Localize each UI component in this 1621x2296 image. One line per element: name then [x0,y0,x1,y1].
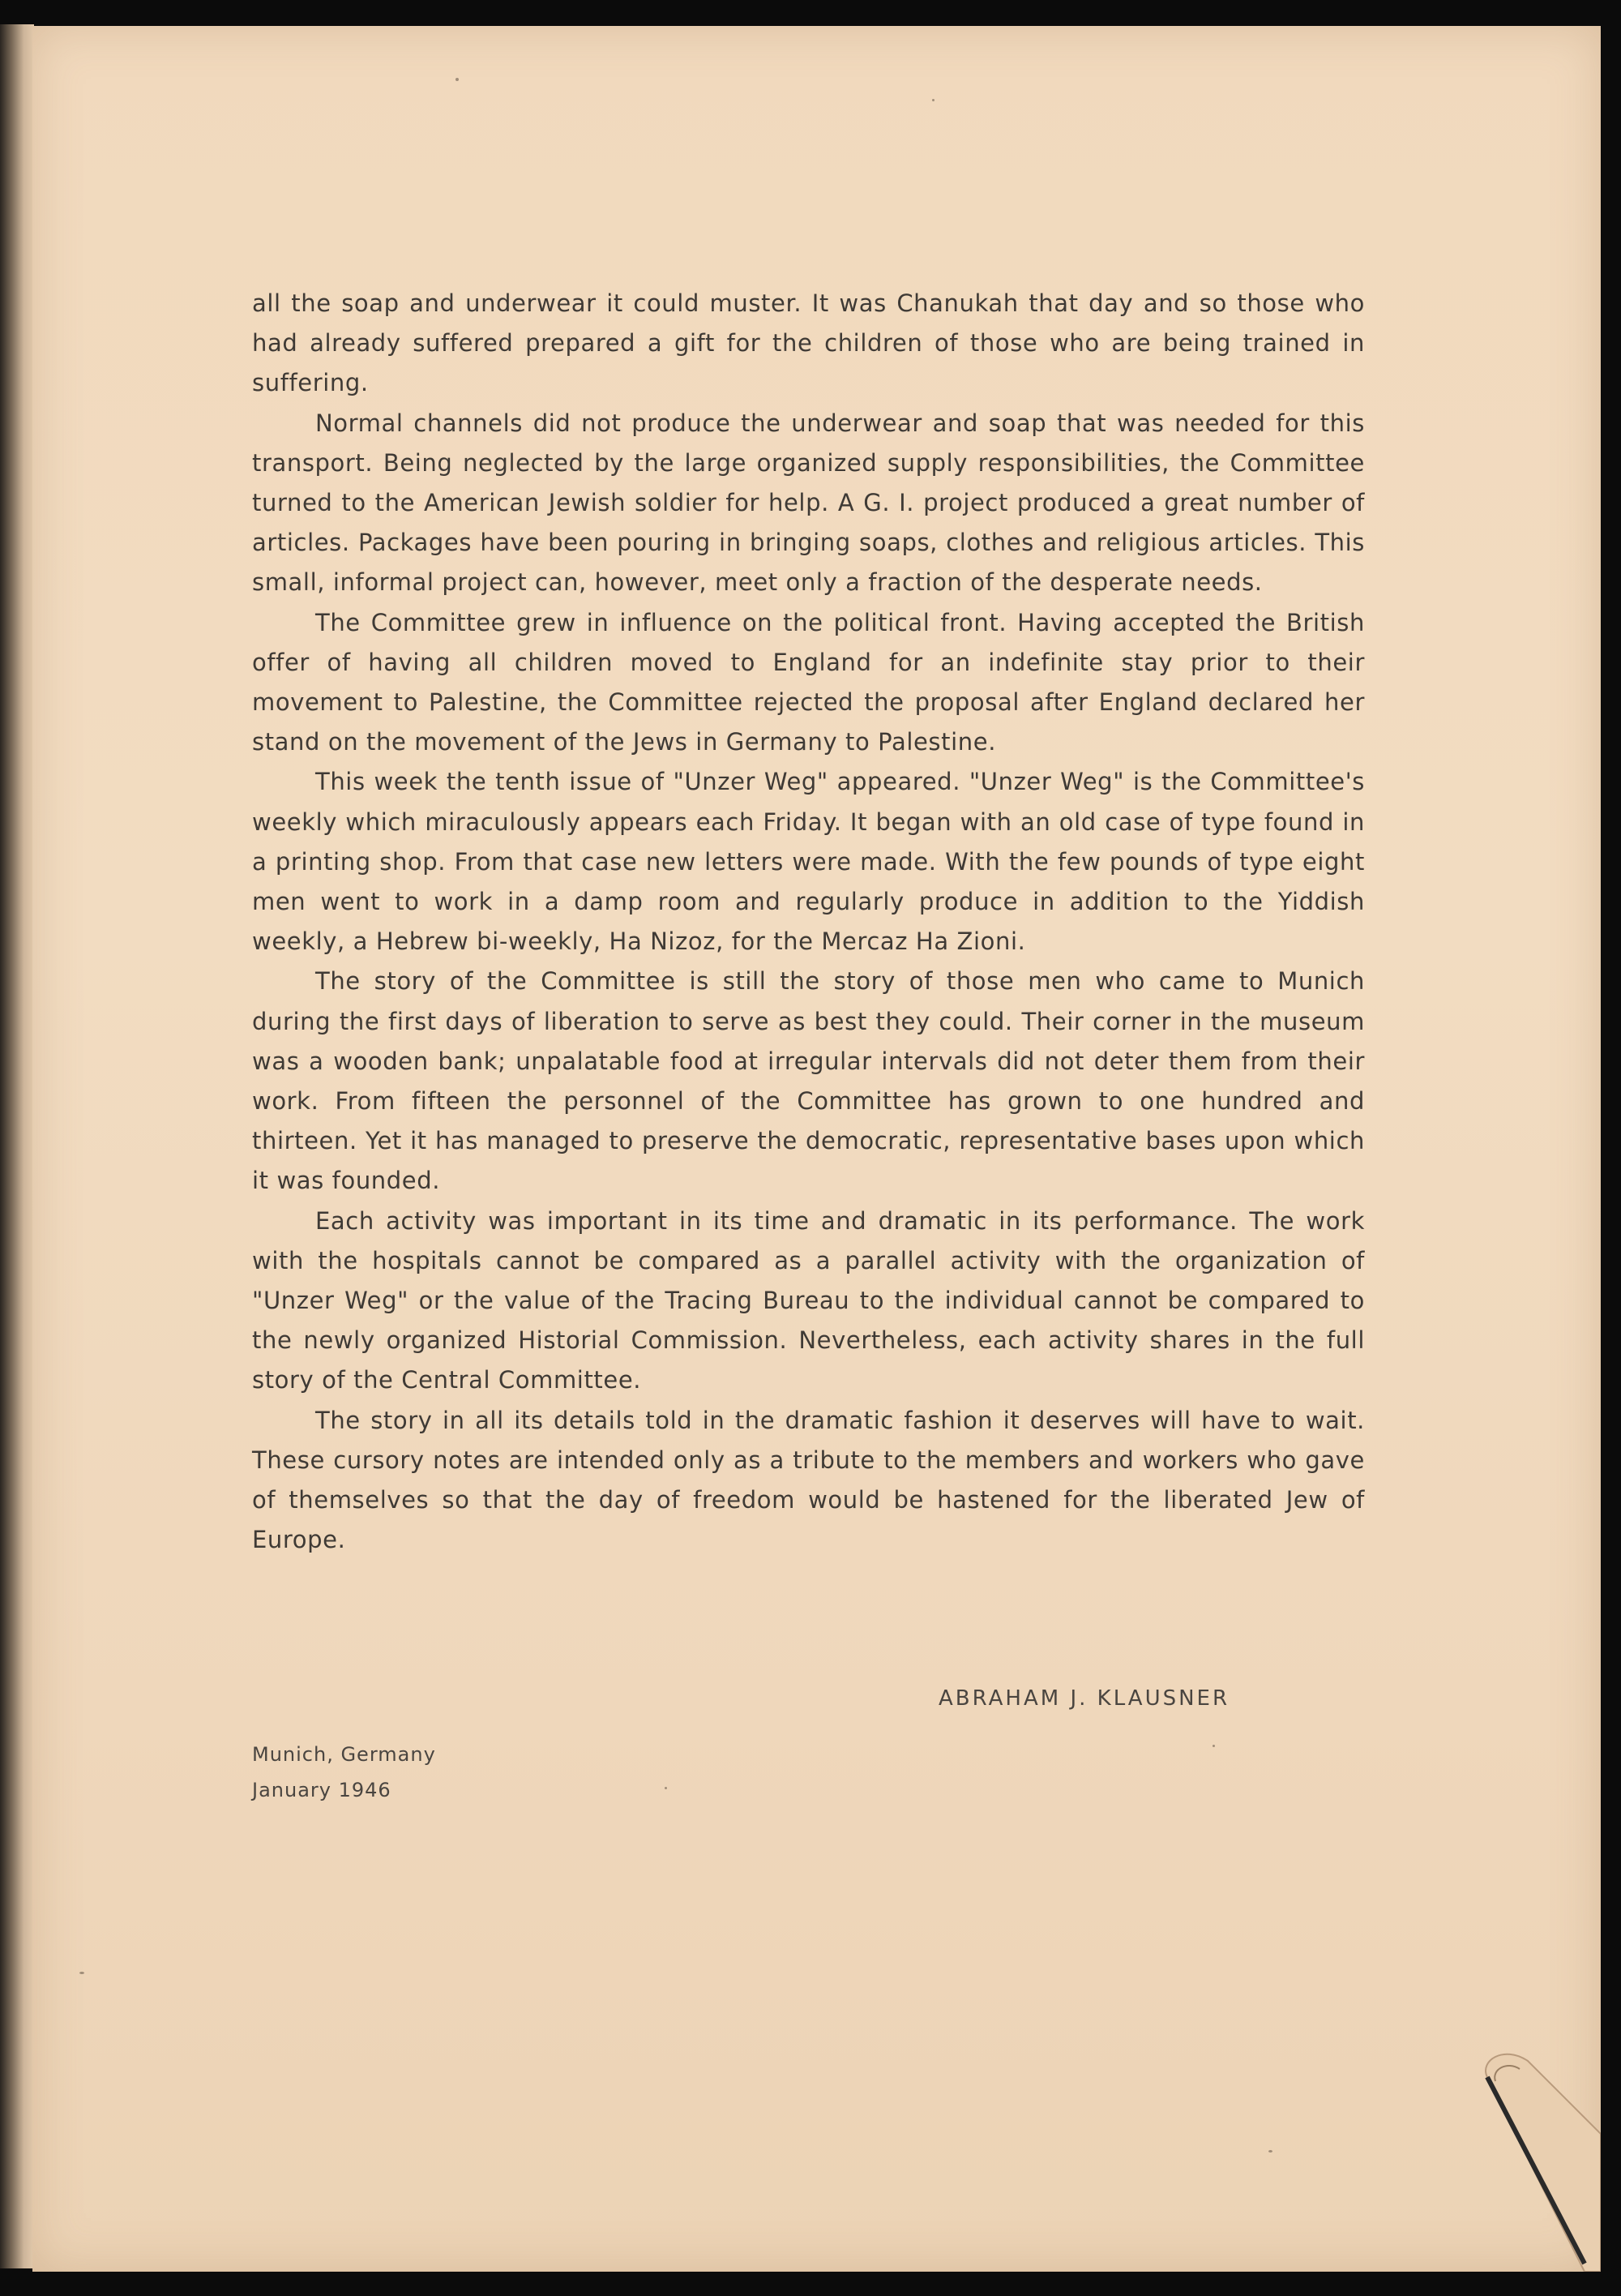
document-page [32,26,1601,2272]
body-text [252,284,1365,1561]
paragraph: The story in all its details told in the dramatic fashion it deserves will have to wait. These cursory notes are intended only as a tribute to the members and workers who gave of themselves so that the day of freedom would be hastened for the liberated Jew of Europe. [252,1406,1365,1554]
paper-speck [932,99,935,101]
paragraph: This week the tenth issue of "Unzer Weg" appeared. "Unzer Weg" is the Committee's weekly which miraculously appears each Friday. It began with an old case of type found in a printing shop. From that case new letters were made. With the few pounds of type eight men went to work in a damp room and regularly produce in addition to the Yiddish weekly, a Hebrew bi-weekly, Ha Nizoz, for the Mercaz Ha Zioni. [252,768,1365,956]
paragraph: The Committee grew in influence on the political front. Having accepted the British offer of having all children moved to England for an indefinite stay prior to their movement to Palestine, the Committee rejected the proposal after England declared her stand on the movement of the Jews in Germany to Palestine. [252,608,1365,756]
place: Munich, Germany [252,1743,436,1766]
place-and-date [252,1737,436,1808]
paper-speck [1268,2150,1272,2152]
author-signature: ABRAHAM J. KLAUSNER [939,1686,1230,1711]
paper-speck [79,1972,84,1974]
page-curl [1471,2045,1601,2272]
paragraph: The story of the Committee is still the story of those men who came to Munich during the first days of liberation to serve as best they could. Their corner in the museum was a wooden bank; unpalatable food at irregular intervals did not deter them from their work. From fifteen the personnel of the Committee has grown to one hundred and thirteen. Yet it has managed to preserve the democratic, representative bases upon which it was founded. [252,967,1365,1195]
paragraph: all the soap and underwear it could muster. It was Chanukah that day and so those who had already suffered prepared a gift for the children of those who are being trained in suffering. [252,289,1365,397]
paper-speck [456,78,459,81]
paragraph: Normal channels did not produce the underwear and soap that was needed for this transport. Being neglected by the large organized supply responsibilities, the Committee turned to the American Jewish soldier for help. A G. I. project produced a great number of articles. Packages have been pouring in bringing soaps, clothes and religious articles. This small, informal project can, however, meet only a fraction of the desperate needs. [252,409,1365,597]
date: January 1946 [252,1779,391,1801]
paper-speck [1213,1745,1215,1747]
paragraph: Each activity was important in its time and dramatic in its performance. The work with the hospitals cannot be compared as a parallel activity with the organization of "Unzer Weg" or the value of the Tracing Bureau to the individual cannot be compared to the newly organized Historial Commission. Nevertheless, each activity shares in the full story of the Central Committee. [252,1206,1365,1394]
paper-speck [665,1787,667,1789]
book-spine-edge [0,24,34,2268]
